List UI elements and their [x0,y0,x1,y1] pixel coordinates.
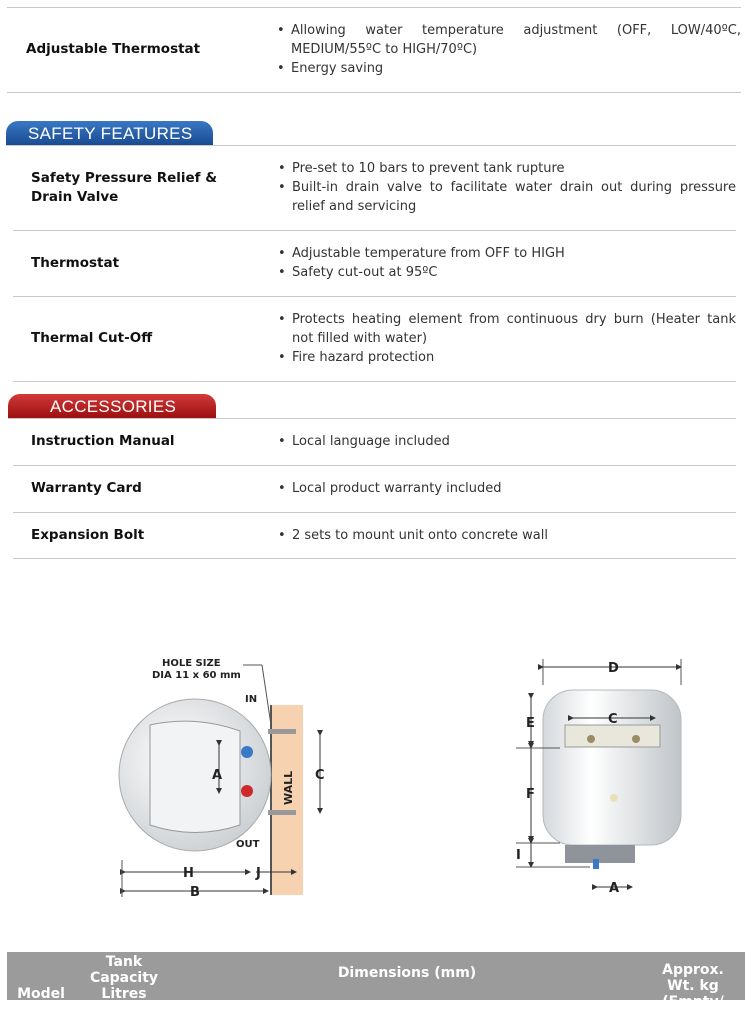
spec-table-header [7,952,745,1010]
divider [13,230,736,231]
feature-bullets-adjustable-thermostat [277,21,741,78]
dim-c-label: C [315,768,325,783]
dim-f-label: F [526,787,535,802]
divider [13,558,736,559]
dim-e-label: E [526,716,535,731]
col-tank-capacity: Tank Capacity Litres [89,954,159,1002]
inlet-pipe-icon [241,746,253,758]
divider [13,512,736,513]
divider [13,465,736,466]
bullet-item: • Energy saving [277,59,741,78]
safety-label-pressure-relief: Safety Pressure Relief & Drain Valve [31,170,218,205]
bullet-item: • Built-in drain valve to facilitate water drain out during pressure relief and servicing [278,178,736,216]
top-view-drawing [119,658,325,900]
wall-label: WALL [282,770,295,805]
safety-bullets-pressure-relief [278,159,736,216]
safety-label-thermal-cutoff: Thermal Cut-Off [31,330,153,346]
dim-b-label: B [190,885,200,900]
dim-a-label: A [212,768,223,783]
col-model: Model [17,986,65,1002]
accessory-label-expansion-bolt: Expansion Bolt [31,527,145,543]
bullet-item: • Protects heating element from continuous dry burn (Heater tank not filled with water) [278,310,736,348]
safety-label-thermostat: Thermostat [31,255,120,271]
divider [6,145,736,146]
hole-size-dia-label: DIA 11 x 60 mm [152,670,241,681]
mounting-bracket [565,725,660,747]
dim-d-label: D [608,661,619,676]
accessory-label-warranty: Warranty Card [31,480,142,496]
front-view-drawing [516,659,681,896]
divider [13,296,736,297]
dimension-diagram [0,645,750,905]
accessories-tab: ACCESSORIES [8,394,216,418]
col-weight: Approx. Wt. kg (Empty/ [662,962,724,1010]
feature-label-adjustable-thermostat: Adjustable Thermostat [26,41,201,57]
bullet-item: • 2 sets to mount unit onto concrete wall [278,526,736,545]
accessory-bullets-manual [278,432,736,451]
divider [8,418,736,419]
divider [13,381,736,382]
drain-valve-icon [593,859,599,869]
bullet-item: • Pre-set to 10 bars to prevent tank rupture [278,159,736,178]
dim-c-front-label: C [608,712,618,727]
accessory-label-manual: Instruction Manual [31,433,175,449]
outlet-pipe-icon [241,785,253,797]
divider [7,92,741,93]
bullet-item: • Adjustable temperature from OFF to HIGH [278,244,736,263]
divider [7,7,741,8]
bullet-item: • Allowing water temperature adjustment (OFF, LOW/40ºC, MEDIUM/55ºC to HIGH/70ºC) [277,21,741,59]
tank-cover [150,721,240,832]
bullet-item: • Local language included [278,432,736,451]
safety-bullets-thermal-cutoff [278,310,736,367]
hole-size-label: HOLE SIZE [162,658,221,669]
in-label: IN [245,694,258,705]
accessory-bullets-expansion-bolt [278,526,736,545]
bullet-item: • Safety cut-out at 95ºC [278,263,736,282]
accessory-bullets-warranty [278,479,736,498]
out-label: OUT [236,839,260,850]
bullet-item: • Fire hazard protection [278,348,736,367]
dim-j-label: J [256,866,261,881]
dim-i-label: I [516,848,521,863]
safety-features-tab: SAFETY FEATURES [6,121,213,145]
bullet-item: • Local product warranty included [278,479,736,498]
safety-bullets-thermostat [278,244,736,282]
col-dimensions: Dimensions (mm) [337,965,477,981]
dim-h-label: H [183,866,194,881]
dim-a-front-label: A [609,881,620,896]
